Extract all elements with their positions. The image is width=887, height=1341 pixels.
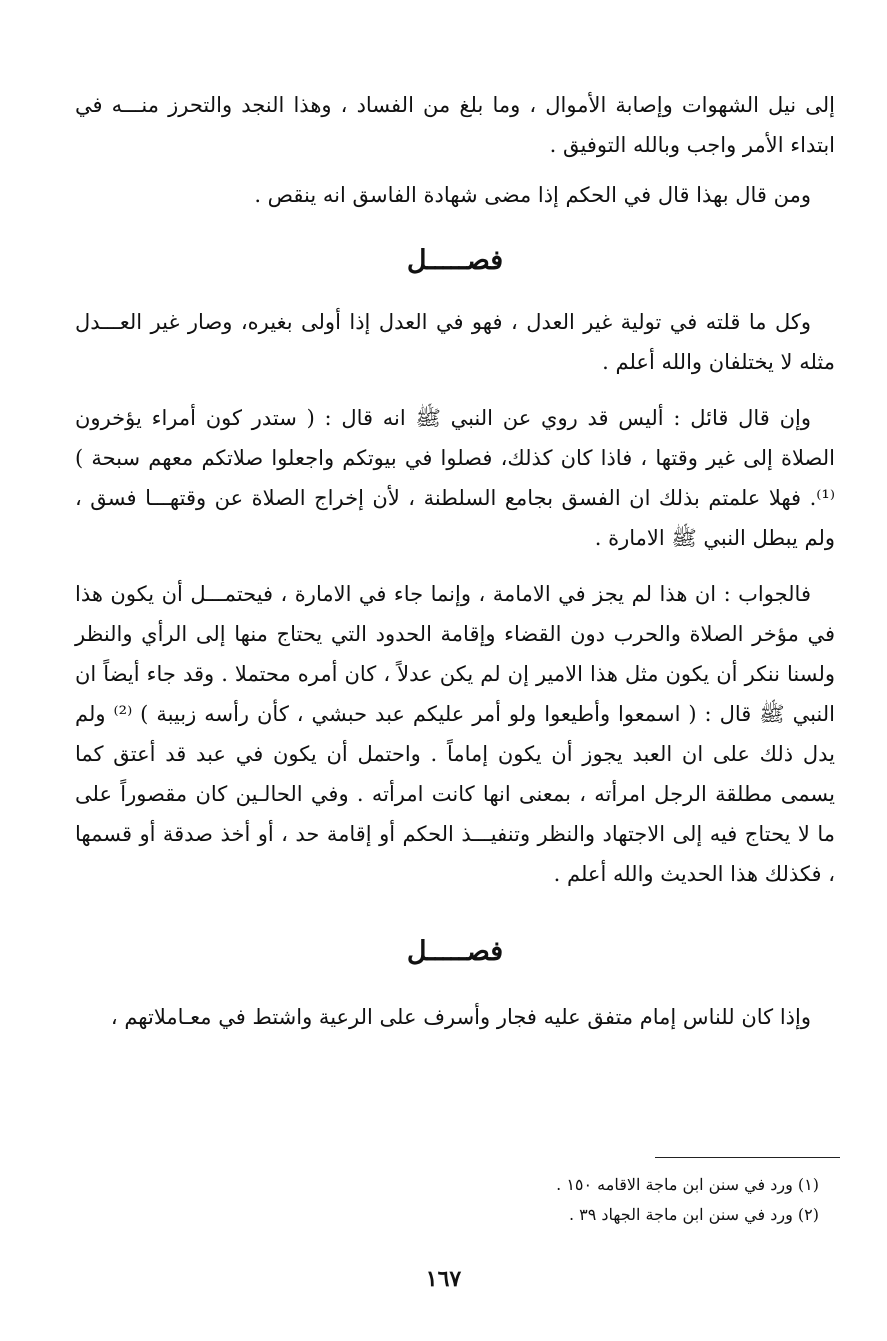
paragraph-1: إلى نيل الشهوات وإصابة الأموال ، وما بلغ من الفساد ، وهذا النجد والتحرز منـــه في ابتداء الأمر واجب وبالله التوفيق . — [75, 93, 835, 157]
footnote-2: (٢) ورد في سنن ابن ماجة الجهاد ٣٩ . — [568, 1205, 819, 1224]
page-number: ١٦٧ — [425, 1266, 462, 1292]
footnote-separator — [655, 1157, 840, 1158]
main-text — [75, 85, 835, 1037]
paragraph-6: وإذا كان للناس إمام متفق عليه فجار وأسرف على الرعية واشتط في معـاملاتهم ، — [110, 1005, 811, 1029]
paragraph-4: وإن قال قائل : أليس قد روي عن النبي ﷺ انه قال : ( ستدر كون أمراء يؤخرون الصلاة إلى غير وقتها ، فاذا كان كذلك، فصلوا في بيوتكم واجعلوا صلاتكم معهم سبحة )⁽¹⁾. فهلا علمتم بذلك ان الفسق بجامع السلطنة ، لأن إخراج الصلاة عن وقتهـــا فسق ، ولم يبطل النبي ﷺ الامارة . — [75, 406, 835, 550]
section-heading-fasl-2: فصـــــل — [406, 936, 504, 967]
paragraph-3: وكل ما قلته في تولية غير العدل ، فهو في العدل إذا أولى بغيره، وصار غير العـــدل مثله لا يختلفان والله أعلم . — [75, 310, 835, 374]
footnotes — [399, 1170, 819, 1230]
section-heading-fasl-1: فصـــــل — [406, 245, 504, 276]
paragraph-2: ومن قال بهذا قال في الحكم إذا مضى شهادة الفاسق انه ينقص . — [254, 183, 811, 207]
footnote-1: (١) ورد في سنن ابن ماجة الاقامه ١٥٠ . — [556, 1175, 819, 1194]
paragraph-5: فالجواب : ان هذا لم يجز في الامامة ، وإنما جاء في الامارة ، فيحتمـــل أن يكون هذا في مؤخر الصلاة والحرب دون القضاء وإقامة الحدود التي يحتاج منها إلى الرأي والنظر ولسنا ننكر أن يكون مثل هذا الامير إن لم يكن عدلاً ، كان أمره محتملا . وقد جاء أيضاً ان النبي ﷺ قال : ( اسمعوا وأطيعوا ولو أمر عليكم عبد حبشي ، كأن رأسه زبيبة ) ⁽²⁾ ولم يدل ذلك على ان العبد يجوز أن يكون إماماً . واحتمل أن يكون في عبد قد أعتق كما يسمى مطلقة الرجل امرأته ، بمعنى انها كانت امرأته . وفي الحالـين كان مقصوراً على ما لا يحتاج فيه إلى الاجتهاد والنظر وتنفيـــذ الحكم أو إقامة حد ، أو أخذ صدقة أو قسمها ، فكذلك هذا الحديث والله أعلم . — [75, 582, 835, 886]
